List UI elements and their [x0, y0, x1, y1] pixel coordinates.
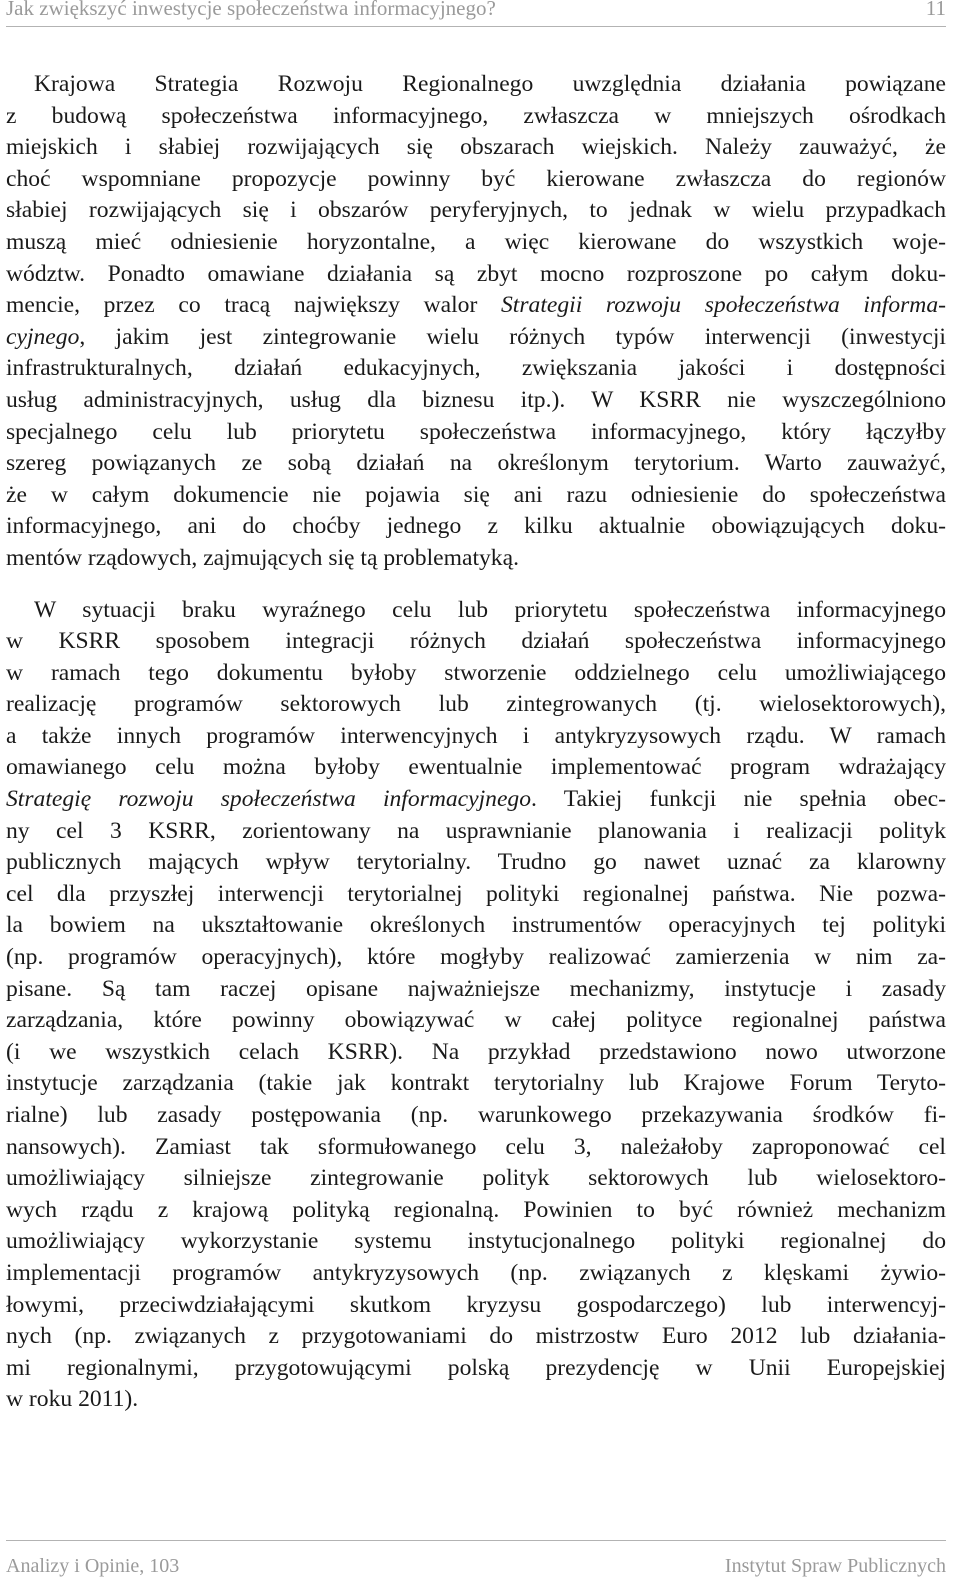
text-line	[6, 385, 946, 417]
text-line	[6, 1100, 946, 1132]
text-segment: implementacji programów antykryzysowych (np. związanych z klęskami żywio-	[6, 1259, 946, 1286]
text-segment: mi regionalnymi, przygotowującymi polską prezydencję w Unii Europejskiej	[6, 1354, 946, 1381]
text-segment: w roku 2011).	[6, 1386, 139, 1413]
italic-title: Strategię rozwoju społeczeństwa informacyjnego	[6, 786, 532, 813]
publication-series: Analizy i Opinie, 103	[6, 1555, 180, 1577]
text-segment: wych rządu z krajową polityką regionalną. Powinien to być również mechanizm	[6, 1196, 946, 1223]
text-segment: mencie, przez co tracą największy walor	[6, 292, 501, 319]
publisher-name: Instytut Spraw Publicznych	[724, 1555, 946, 1577]
text-segment: umożliwiający silniejsze zintegrowanie polityk sektorowych lub wielosektoro-	[6, 1165, 946, 1192]
text-segment: choć wspomniane propozycje powinny być kierowane zwłaszcza do regionów	[6, 165, 946, 192]
text-segment: realizację programów sektorowych lub zintegrowanych (tj. wielosektorowych),	[6, 691, 946, 718]
text-line	[6, 626, 946, 658]
text-line	[6, 322, 946, 354]
text-line	[6, 595, 946, 627]
text-line	[6, 942, 946, 974]
text-line	[6, 658, 946, 690]
text-segment: rialne) lub zasady postępowania (np. warunkowego przekazywania środków fi-	[6, 1102, 946, 1128]
text-line	[6, 1163, 946, 1195]
paragraph	[6, 69, 946, 575]
text-segment: Krajowa Strategia Rozwoju Regionalnego uwzględnia działania powiązane	[34, 71, 946, 97]
text-segment: (i we wszystkich celach KSRR). Na przykład przedstawiono nowo utworzone	[6, 1038, 946, 1065]
text-line	[6, 847, 946, 879]
text-segment: łowymi, przeciwdziałającymi skutkom kryzysu gospodarczego) lub interwencyj-	[6, 1291, 946, 1318]
text-line	[6, 227, 946, 259]
text-line	[6, 353, 946, 385]
text-line	[6, 752, 946, 784]
text-segment: specjalnego celu lub priorytetu społeczeństwa informacyjnego, który łączyłby	[6, 418, 946, 445]
text-line	[6, 543, 946, 575]
text-segment: omawianego celu można byłoby ewentualnie implementować program wdrażający	[6, 754, 946, 781]
text-segment: cel dla przyszłej interwencji terytorialnej polityki regionalnej państwa. Nie pozwa-	[6, 880, 946, 907]
text-segment: ny cel 3 KSRR, zorientowany na usprawnianie planowania i realizacji polityk	[6, 817, 946, 844]
text-segment: pisane. Są tam raczej opisane najważniejsze mechanizmy, instytucje i zasady	[6, 975, 946, 1002]
text-segment: słabiej rozwijających się i obszarów peryferyjnych, to jednak w wielu przypadkach	[6, 197, 946, 224]
text-segment: miejskich i słabiej rozwijających się obszarach wiejskich. Należy zauważyć, że	[6, 134, 946, 161]
text-segment: . Takiej funkcji nie spełnia obec-	[531, 786, 946, 813]
text-line	[6, 1384, 946, 1416]
paragraph	[6, 595, 946, 1416]
text-line	[6, 1037, 946, 1069]
text-line	[6, 1068, 946, 1100]
text-line	[6, 480, 946, 512]
text-line	[6, 417, 946, 449]
text-segment: muszą mieć odniesienie horyzontalne, a więc kierowane do wszystkich woje-	[6, 228, 946, 255]
italic-title: cyjnego	[6, 323, 80, 350]
text-segment: nych (np. związanych z przygotowaniami do mistrzostw Euro 2012 lub działania-	[6, 1323, 946, 1350]
text-segment: publicznych mających wpływ terytorialny. Trudno go nawet uznać za klarowny	[6, 849, 946, 876]
text-line	[6, 721, 946, 753]
text-segment: W sytuacji braku wyraźnego celu lub priorytetu społeczeństwa informacyjnego	[34, 596, 946, 623]
text-line	[6, 1353, 946, 1385]
text-segment: instytucje zarządzania (takie jak kontrakt terytorialny lub Krajowe Forum Teryto-	[6, 1070, 946, 1097]
text-segment: że w całym dokumencie nie pojawia się ani razu odniesienie do społeczeństwa	[6, 481, 946, 508]
text-segment: usług administracyjnych, usług dla biznesu itp.). W KSRR nie wyszczególniono	[6, 386, 946, 413]
text-line	[6, 974, 946, 1006]
text-segment: informacyjnego, ani do choćby jednego z kilku aktualnie obowiązujących doku-	[6, 513, 946, 540]
text-line	[6, 689, 946, 721]
text-line	[6, 784, 946, 816]
text-segment: z budową społeczeństwa informacyjnego, zwłaszcza w mniejszych ośrodkach	[6, 102, 946, 129]
running-footer	[6, 1540, 946, 1581]
text-segment: zarządzania, które powinny obowiązywać w całej polityce regionalnej państwa	[6, 1007, 946, 1034]
text-segment: umożliwiający wykorzystanie systemu instytucjonalnego polityki regionalnej do	[6, 1228, 946, 1255]
text-line	[6, 511, 946, 543]
text-line	[6, 816, 946, 848]
text-line	[6, 910, 946, 942]
text-line	[6, 879, 946, 911]
text-segment: , jakim jest zintegrowanie wielu różnych typów interwencji (inwestycji	[79, 323, 946, 350]
text-line	[6, 1195, 946, 1227]
running-title: Jak zwiększyć inwestycje społeczeństwa informacyjnego?	[6, 0, 496, 20]
text-segment: w ramach tego dokumentu byłoby stworzenie oddzielnego celu umożliwiającego	[6, 659, 946, 686]
text-line	[6, 69, 946, 101]
text-line	[6, 195, 946, 227]
text-line	[6, 101, 946, 133]
text-segment: wództw. Ponadto omawiane działania są zbyt mocno rozproszone po całym doku-	[6, 260, 946, 287]
text-segment: mentów rządowych, zajmujących się tą problematyką.	[6, 544, 519, 571]
body-text	[6, 69, 946, 1436]
text-segment: la bowiem na ukształtowanie określonych instrumentów operacyjnych tej polityki	[6, 912, 946, 939]
running-header	[6, 0, 946, 27]
text-line	[6, 1132, 946, 1164]
text-line	[6, 164, 946, 196]
text-segment: nansowych). Zamiast tak sformułowanego celu 3, należałoby zaproponować cel	[6, 1133, 946, 1160]
text-line	[6, 1290, 946, 1322]
text-line	[6, 448, 946, 480]
italic-title: Strategii rozwoju społeczeństwa informa-	[501, 292, 946, 319]
text-segment: infrastrukturalnych, działań edukacyjnych, zwiększania jakości i dostępności	[6, 355, 946, 382]
text-line	[6, 1005, 946, 1037]
text-line	[6, 259, 946, 291]
text-segment: szereg powiązanych ze sobą działań na określonym terytorium. Warto zauważyć,	[6, 450, 946, 477]
text-segment: a także innych programów interwencyjnych i antykryzysowych rządu. W ramach	[6, 722, 946, 749]
text-line	[6, 290, 946, 322]
text-line	[6, 1321, 946, 1353]
text-line	[6, 1226, 946, 1258]
text-line	[6, 132, 946, 164]
text-segment: w KSRR sposobem integracji różnych działań społeczeństwa informacyjnego	[6, 628, 946, 655]
text-segment: (np. programów operacyjnych), które mogłyby realizować zamierzenia w nim za-	[6, 944, 946, 971]
page-number: 11	[925, 0, 946, 20]
text-line	[6, 1258, 946, 1290]
